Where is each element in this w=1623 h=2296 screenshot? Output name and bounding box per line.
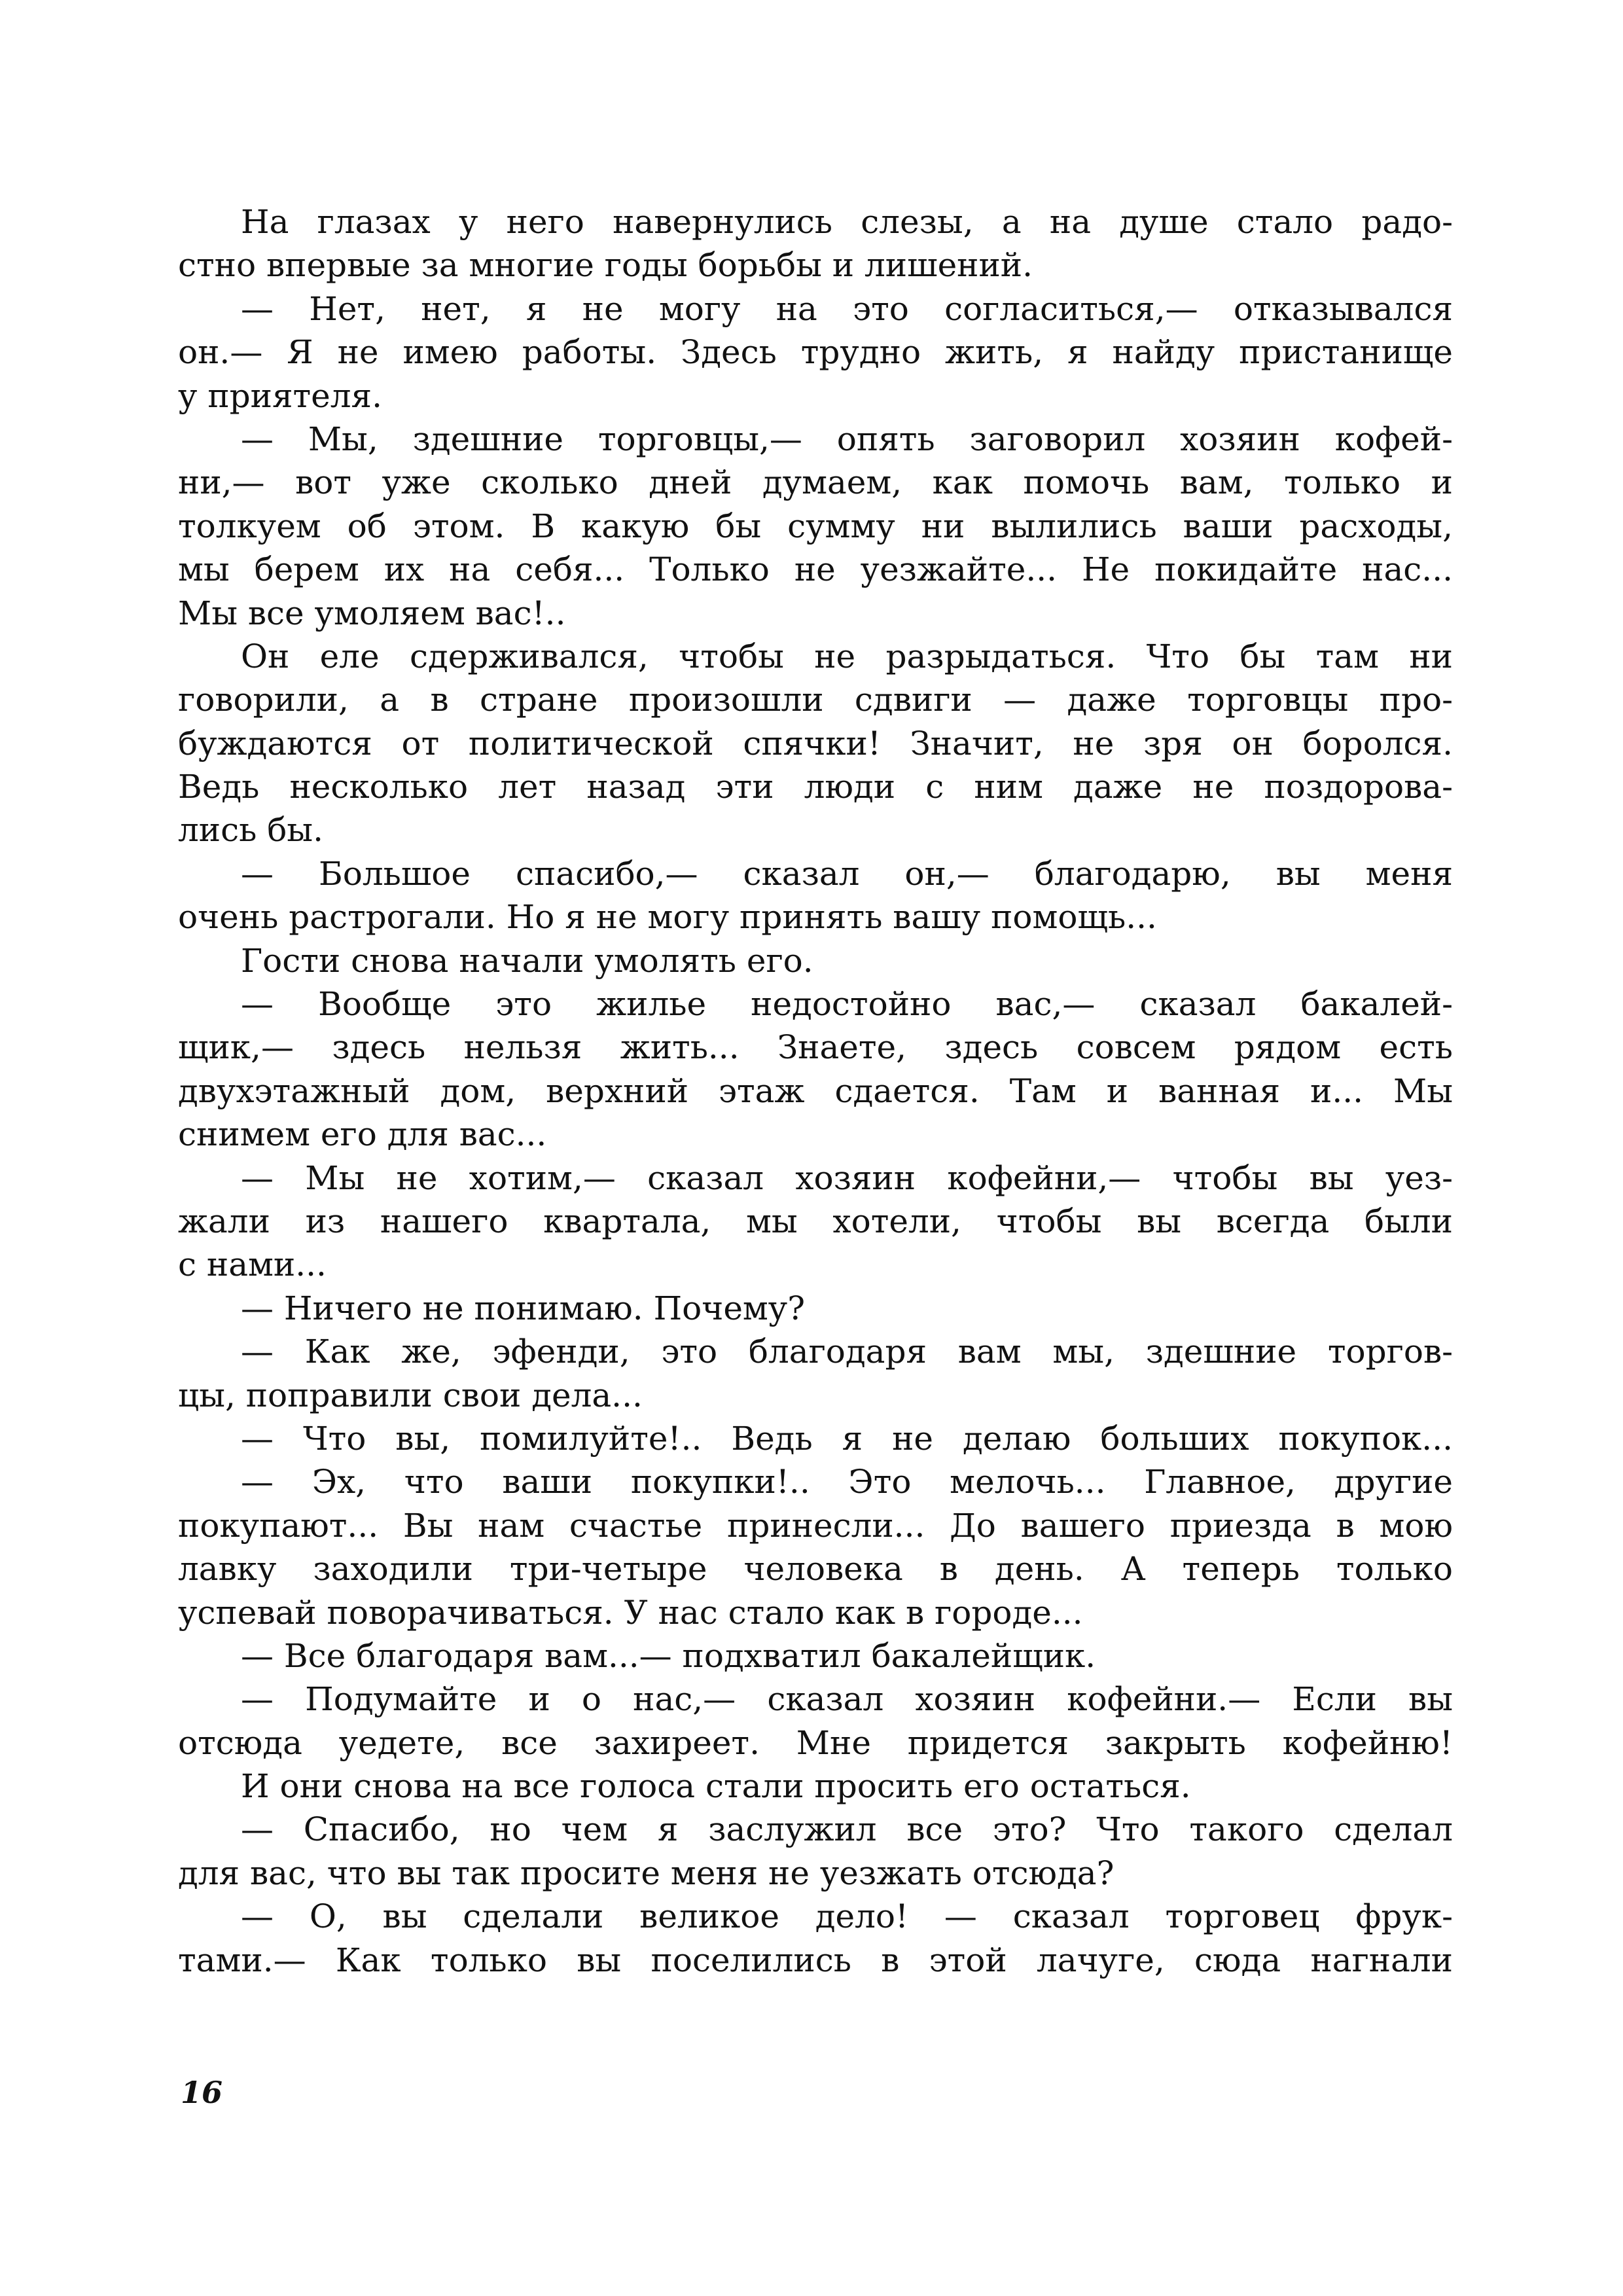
text-line: — Мы, здешние торговцы,— опять заговорил хозяин кофей- [241, 420, 1453, 458]
text-line: — Вообще это жилье недостойно вас,— сказал бакалей- [241, 985, 1453, 1024]
page-number: 16 [181, 2075, 223, 2110]
text-line: — Нет, нет, я не могу на это согласиться,— отказывался [241, 289, 1453, 328]
text-line: говорили, а в стране произошли сдвиги — даже торговцы про- [178, 681, 1453, 719]
text-line: успевай поворачиваться. У нас стало как в городе... [178, 1593, 1083, 1632]
text-line: толкуем об этом. В какую бы сумму ни вылились ваши расходы, [178, 507, 1453, 545]
text-line: Гости снова начали умолять его. [241, 941, 813, 980]
text-line: снимем его для вас... [178, 1115, 547, 1154]
text-line: буждаются от политической спячки! Значит, не зря он боролся. [178, 724, 1453, 762]
text-line: стно впервые за многие годы борьбы и лишений. [178, 246, 1033, 285]
text-line: И они снова на все голоса стали просить его остаться. [241, 1767, 1191, 1806]
text-line: Он еле сдерживался, чтобы не разрыдаться. Что бы там ни [241, 637, 1453, 675]
text-line: с нами... [178, 1246, 327, 1284]
text-line: — Большое спасибо,— сказал он,— благодарю, вы меня [241, 854, 1453, 893]
text-line: — Все благодаря вам...— подхватил бакалейщик. [241, 1636, 1096, 1675]
text-line: — О, вы сделали великое дело! — сказал торговец фрук- [241, 1897, 1453, 1936]
text-line: ни,— вот уже сколько дней думаем, как помочь вам, только и [178, 463, 1453, 502]
text-line: у приятеля. [178, 376, 382, 415]
text-line: жали из нашего квартала, мы хотели, чтобы вы всегда были [178, 1202, 1453, 1240]
body-text [178, 200, 1453, 1982]
text-line: покупают... Вы нам счастье принесли... До вашего приезда в мою [178, 1506, 1453, 1545]
text-line: — Мы не хотим,— сказал хозяин кофейни,— чтобы вы уез- [241, 1158, 1453, 1197]
text-line: отсюда уедете, все захиреет. Мне придется закрыть кофейню! [178, 1723, 1453, 1762]
text-line: для вас, что вы так просите меня не уезжать отсюда? [178, 1854, 1115, 1892]
text-line: цы, поправили свои дела... [178, 1376, 643, 1414]
text-line: Мы все умоляем вас!.. [178, 594, 566, 632]
text-line: — Подумайте и о нас,— сказал хозяин кофейни.— Если вы [241, 1680, 1453, 1719]
text-line: лавку заходили три-четыре человека в день. А теперь только [178, 1550, 1453, 1588]
text-line: мы берем их на себя... Только не уезжайте... Не покидайте нас... [178, 550, 1453, 589]
text-line: — Спасибо, но чем я заслужил все это? Что такого сделал [241, 1810, 1453, 1849]
text-line: — Эх, что ваши покупки!.. Это мелочь... Главное, другие [241, 1463, 1453, 1501]
text-line: лись бы. [178, 811, 323, 850]
text-line: На глазах у него навернулись слезы, а на душе стало радо- [241, 203, 1453, 241]
text-line: — Как же, эфенди, это благодаря вам мы, здешние торгов- [241, 1333, 1453, 1371]
text-line: Ведь несколько лет назад эти люди с ним даже не поздорова- [178, 768, 1453, 806]
text-line: он.— Я не имею работы. Здесь трудно жить, я найду пристанище [178, 333, 1453, 372]
text-line: двухэтажный дом, верхний этаж сдается. Там и ванная и... Мы [178, 1071, 1453, 1110]
text-line: щик,— здесь нельзя жить... Знаете, здесь совсем рядом есть [178, 1028, 1453, 1067]
text-line: — Что вы, помилуйте!.. Ведь я не делаю больших покупок... [241, 1419, 1453, 1458]
text-line: тами.— Как только вы поселились в этой лачуге, сюда нагнали [178, 1941, 1453, 1979]
text-line: — Ничего не понимаю. Почему? [241, 1289, 806, 1327]
text-line: очень растрогали. Но я не могу принять вашу помощь... [178, 898, 1157, 937]
